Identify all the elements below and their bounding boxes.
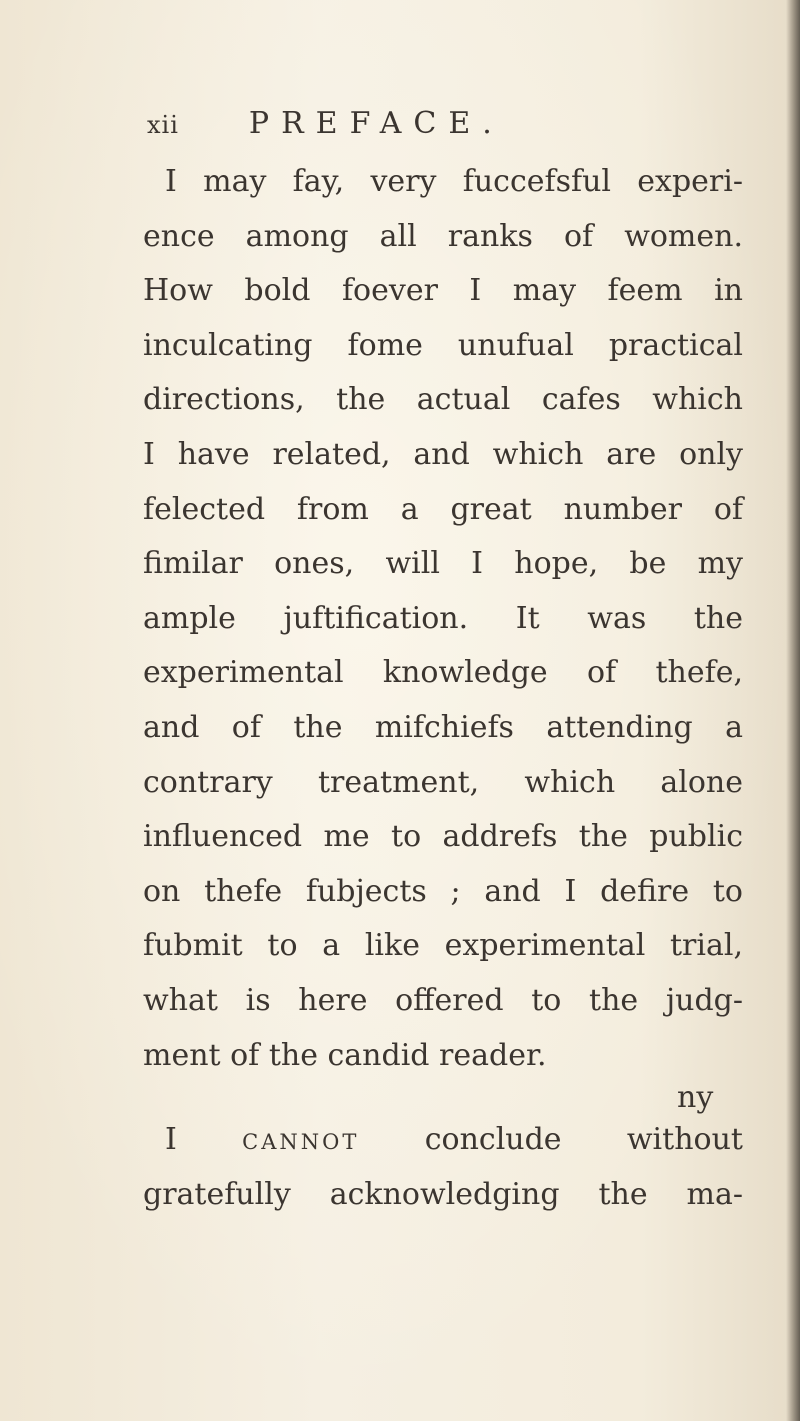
text-line: fimilar ones, will I hope, be my [143, 546, 743, 582]
text-line: ment of the candid reader. [143, 1037, 547, 1073]
text-line: ample juftification. It was the [143, 600, 743, 636]
text-line: I may fay, very fuccefsful experi- [165, 164, 743, 199]
running-head: PREFACE. [248, 106, 504, 141]
page-header [147, 106, 504, 146]
text-line: contrary treatment, which alone [143, 764, 743, 800]
text-line: fubmit to a like experimental trial, [143, 928, 743, 964]
text-fragment: conclude without [424, 1122, 743, 1158]
body-text [143, 155, 743, 1222]
text-line: ence among all ranks of women. [143, 218, 743, 254]
small-caps-word: CANNOT [242, 1130, 360, 1155]
catchword: ny [677, 1080, 714, 1115]
text-line: I have related, and which are only [143, 436, 743, 472]
text-line: on thefe fubjects ; and I defire to [143, 873, 743, 909]
text-line: influenced me to addrefs the public [143, 819, 743, 855]
page-edge-shadow [786, 0, 800, 1421]
paragraph-gap [143, 1083, 743, 1113]
initial-letter: I [165, 1122, 177, 1158]
text-line: directions, the actual cafes which [143, 382, 743, 418]
text-line: felected from a great number of [143, 491, 743, 527]
text-line: inculcating fome unufual practical [143, 327, 743, 363]
text-line: what is here offered to the judg- [143, 982, 743, 1018]
text-line: How bold foever I may feem in [143, 273, 743, 309]
page-number: xii [147, 111, 179, 139]
text-line: and of the mifchiefs attending a [143, 709, 743, 745]
text-line: experimental knowledge of thefe, [143, 655, 743, 691]
text-line [143, 1113, 743, 1168]
text-line: gratefully acknowledging the ma- [143, 1176, 743, 1212]
